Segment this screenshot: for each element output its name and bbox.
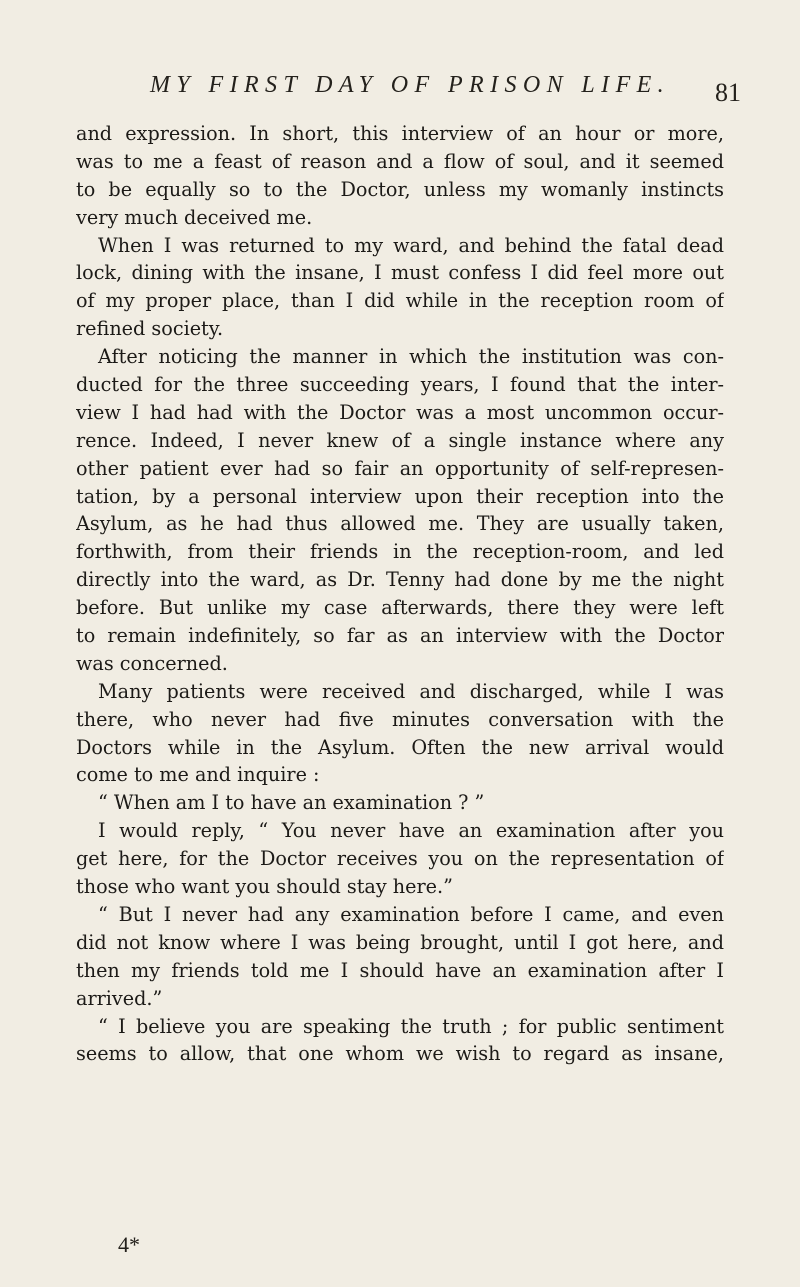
text-line: other patient ever had so fair an opportunity of self-represen- (76, 456, 724, 480)
text-line: and expression. In short, this interview of an hour or more, (76, 122, 724, 145)
text-line: Asylum, as he had thus allowed me. They are usually taken, (76, 512, 724, 536)
text-line: seems to allow, that one whom we wish to regard as insane, (76, 1042, 724, 1066)
text-line: I would reply, “ You never have an examination after you (98, 819, 724, 843)
text-line: to be equally so to the Doctor, unless my womanly instincts (76, 177, 724, 201)
text-line: ducted for the three succeeding years, I found that the inter- (76, 373, 724, 397)
text-line: refined society. (76, 317, 224, 341)
text-line: lock, dining with the insane, I must confess I did feel more out (76, 261, 724, 285)
text-line: directly into the ward, as Dr. Tenny had done by me the night (76, 568, 724, 592)
text-line: view I had had with the Doctor was a most uncommon occur- (76, 400, 724, 424)
text-line: Many patients were received and discharged, while I was (98, 679, 724, 703)
text-line: then my friends told me I should have an examination after I (76, 958, 724, 982)
text-line: arrived.” (76, 986, 163, 1010)
text-line: get here, for the Doctor receives you on the representation of (76, 847, 724, 871)
signature-mark: 4* (118, 1232, 140, 1257)
text-line: “ When am I to have an examination ? ” (98, 791, 485, 815)
text-line: When I was returned to my ward, and behind the fatal dead (98, 233, 724, 257)
text-line: was to me a feast of reason and a flow of soul, and it seemed (76, 149, 724, 173)
running-head: MY FIRST DAY OF PRISON LIFE. (150, 72, 671, 98)
text-line: those who want you should stay here.” (76, 875, 453, 899)
text-line: come to me and inquire : (76, 763, 320, 787)
text-line: before. But unlike my case afterwards, there they were left (76, 596, 724, 620)
text-line: of my proper place, than I did while in the reception room of (76, 289, 724, 313)
text-line: “ But I never had any examination before I came, and even (98, 902, 724, 926)
page-number: 81 (715, 78, 741, 107)
text-line: tation, by a personal interview upon their reception into the (76, 484, 724, 508)
text-line: forthwith, from their friends in the reception-room, and led (76, 540, 724, 564)
text-line: very much deceived me. (76, 205, 313, 229)
text-line: rence. Indeed, I never knew of a single instance where any (76, 428, 724, 452)
text-line: After noticing the manner in which the institution was con- (98, 345, 724, 369)
text-line: did not know where I was being brought, until I got here, and (76, 930, 724, 954)
text-line: Doctors while in the Asylum. Often the new arrival would (76, 735, 724, 759)
text-line: “ I believe you are speaking the truth ; for public sentiment (98, 1014, 724, 1038)
text-line: there, who never had five minutes conversation with the (76, 707, 724, 731)
body-text (76, 120, 724, 1068)
text-line: to remain indefinitely, so far as an interview with the Doctor (76, 624, 724, 648)
text-line: was concerned. (76, 651, 228, 675)
